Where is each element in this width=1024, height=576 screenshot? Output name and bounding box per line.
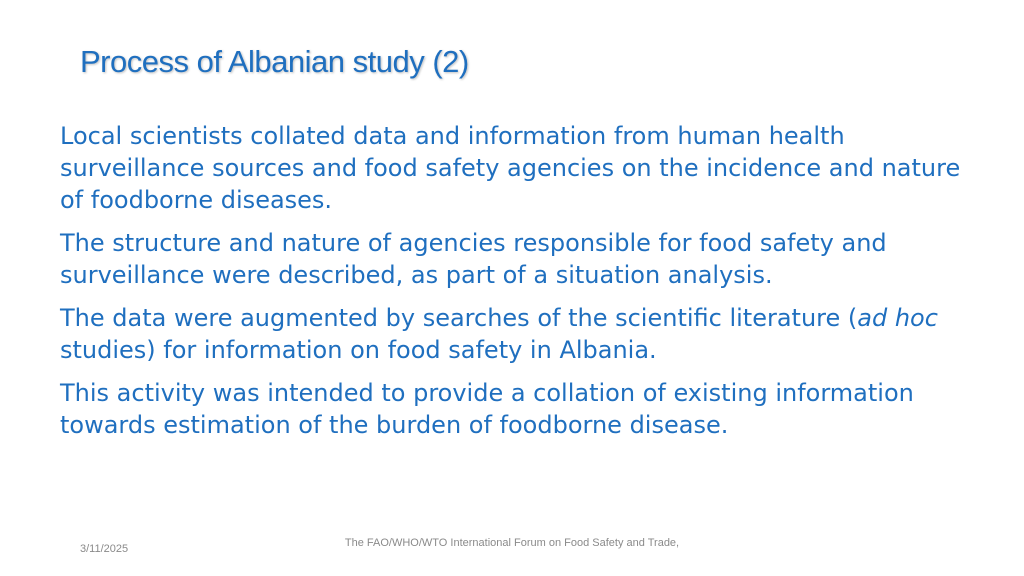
paragraph-activity-intended: This activity was intended to provide a collation of existing information towards estimation of the burden of foodborne disease. [60,379,914,439]
footer-text: The FAO/WHO/WTO International Forum on Food Safety and Trade, [344,537,680,549]
footer-date: 3/11/2025 [80,543,129,555]
paragraph-data-augmented-end: studies) for information on food safety in Albania. [60,336,657,364]
paragraph-data-augmented-start: The data were augmented by searches of the scientific literature ( [60,304,858,332]
paragraph-structure-agencies: The structure and nature of agencies responsible for food safety and surveillance were described, as part of a situation analysis. [60,229,887,289]
slide-body [60,120,970,452]
ad-hoc-italic: ad hoc [857,304,938,332]
paragraph-local-scientists: Local scientists collated data and information from human health surveillance sources and food safety agencies on the incidence and nature of foodborne diseases. [60,122,961,214]
slide-title: Process of Albanian study (2) [80,44,469,79]
paragraph-data-augmented [60,302,970,366]
